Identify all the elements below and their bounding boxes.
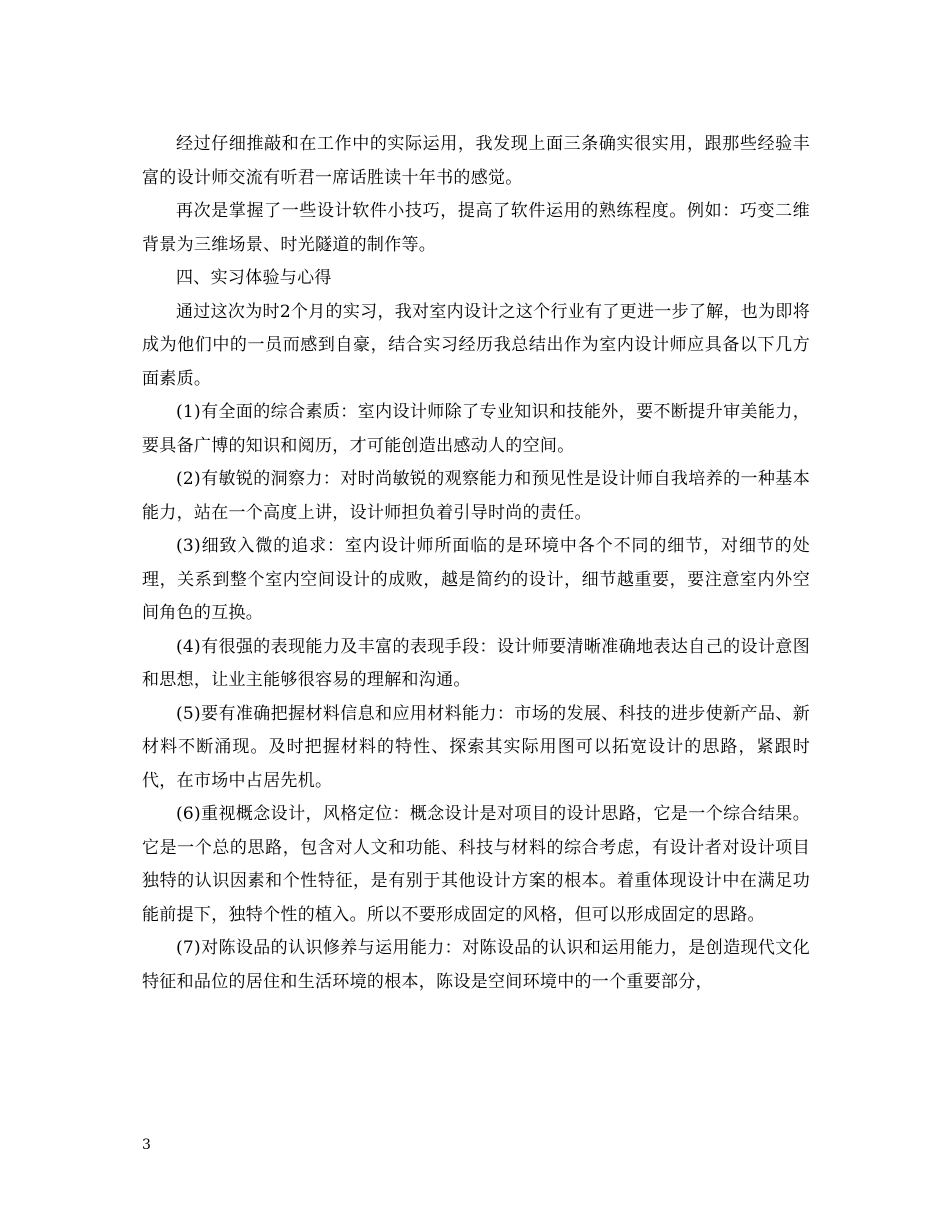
body-text (142, 128, 810, 999)
list-item: (5)要有准确把握材料信息和应用材料能力：市场的发展、科技的进步使新产品、新材料不断涌现。及时把握材料的特性、探索其实际用图可以拓宽设计的思路，紧跟时代，在市场中占居先机。 (142, 703, 810, 791)
paragraph: 再次是掌握了一些设计软件小技巧，提高了软件运用的熟练程度。例如：巧变二维背景为三维场景、时光隧道的制作等。 (142, 201, 810, 255)
paragraph: 经过仔细推敲和在工作中的实际运用，我发现上面三条确实很实用，跟那些经验丰富的设计师交流有听君一席话胜读十年书的感觉。 (142, 134, 810, 188)
list-item: (4)有很强的表现能力及丰富的表现手段：设计师要清晰准确地表达自己的设计意图和思想，让业主能够很容易的理解和沟通。 (142, 636, 810, 690)
paragraph: 通过这次为时2个月的实习，我对室内设计之这个行业有了更进一步了解，也为即将成为他们中的一员而感到自豪，结合实习经历我总结出作为室内设计师应具备以下几方面素质。 (142, 301, 810, 389)
list-item: (7)对陈设品的认识修养与运用能力：对陈设品的认识和运用能力，是创造现代文化特征和品位的居住和生活环境的根本，陈设是空间环境中的一个重要部分， (142, 938, 810, 992)
list-item: (2)有敏锐的洞察力：对时尚敏锐的观察能力和预见性是设计师自我培养的一种基本能力，站在一个高度上讲，设计师担负着引导时尚的责任。 (142, 469, 810, 523)
list-item: (6)重视概念设计，风格定位：概念设计是对项目的设计思路，它是一个综合结果。它是一个总的思路，包含对人文和功能、科技与材料的综合考虑，有设计者对设计项目独特的认识因素和个性特征，是有别于其他设计方案的根本。着重体现设计中在满足功能前提下，独特个性的植入。所以不要形成固定的风格，但可以形成固定的思路。 (142, 804, 810, 925)
page-number: 3 (142, 1137, 151, 1153)
list-item: (1)有全面的综合素质：室内设计师除了专业知识和技能外，要不断提升审美能力，要具备广博的知识和阅历，才可能创造出感动人的空间。 (142, 402, 810, 456)
section-heading: 四、实习体验与心得 (176, 268, 332, 288)
list-item: (3)细致入微的追求：室内设计师所面临的是环境中各个不同的细节，对细节的处理，关系到整个室内空间设计的成败，越是简约的设计，细节越重要，要注意室内外空间角色的互换。 (142, 536, 810, 623)
